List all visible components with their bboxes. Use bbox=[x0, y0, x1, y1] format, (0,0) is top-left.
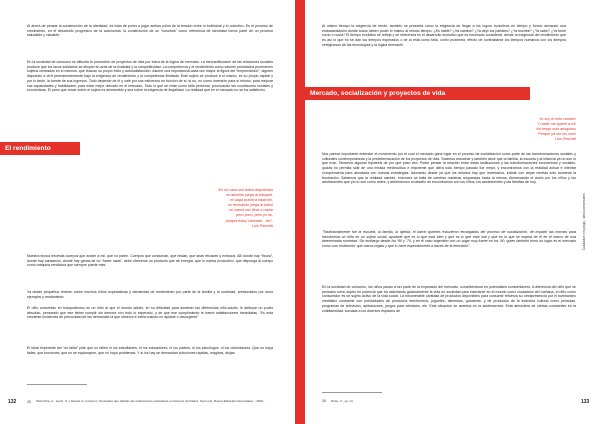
quote-line: Yo soy el niño cambio! bbox=[539, 117, 576, 121]
right-body-paragraph-2: “Tradicionalmente fue la escuela, la familia, la Iglesia, el barrio quienes estuvieron encargados del proceso de socialización, de impartir las normas para transformar un niño en un sujeto social, ayudarle qué es lo que está bien y qué es lo que está mal y qué es lo que se espera de él en el marco de una determinada sociedad. Sin embargo desde los ‘80 y ‘70, y en el caso argentino con un auge muy fuerte en los ‘90, quien también tomó un lugar es el mercado como una ‘institución’ que marca reglas y que lo hace especialmente a través de la televisión”. bbox=[322, 230, 576, 249]
left-intro-paragraph-1: Al ahora de pensar la construcción de la identidad, es trata de poner a jugar ambos polos de la tensión entre lo individual y lo colectivo. En el proceso de crecimiento, en el desarrollo progresivo de la autonomía, la construcción de un “nosotros” como referencia de identidad forma parte de un proceso saludable y valuable. bbox=[27, 24, 273, 38]
left-body-paragraph-2: Ya desde pequeños reciben sobre muchos niños expectativas y demandas de rendimiento por parte de la familia y la sociedad, presionados por otros ejemplos y rendimiento. bbox=[27, 290, 273, 299]
right-footnote: Duhu, V., op. cit. bbox=[331, 399, 354, 403]
quote-line: mi mamá nos lleva a nadar bbox=[228, 208, 273, 213]
right-page-number: 133 bbox=[581, 399, 590, 405]
spread-gutter bbox=[295, 0, 305, 424]
right-body-paragraph-3: En la sociedad de consumo, los niños pasan a ser parte de la expansión del mercado, convirtiéndose en potenciales consumidores. A diferencia del niño que se pensaba como sujeto en potencia que irá asimilando gradualmente la vida en sociedad para insertarse en el mundo como ciudadano del mañana, el niño como consumidor es un sujeto activo de la vida social. La innumerable cantidad de productos disponibles para consumir refuerza su omnipresencia por el bombardeo mediático constante con publicidades de productos electrónicos, juguetes, alimentos, golosinas, y de productos de la industria cultural como películas, programas de televisión, aplicaciones, juegos para celulares, etc. Esta situación se acentúa en la adolescencia. Esta atmósfera de ofertas constantes en la cotidianeidad, sumada a los diversos espacios de bbox=[322, 285, 576, 313]
quote-line: pero yono, pero yo no, bbox=[236, 213, 273, 218]
quote-line: Y nadie me quiere a mi! bbox=[537, 122, 576, 127]
side-running-title: Cuidados en juego, ideal personales bbox=[582, 193, 586, 250]
right-footnote-number: 26 bbox=[322, 399, 326, 403]
quote-line: mi hermanito juega al fútbol bbox=[227, 203, 273, 208]
quote-line: “En mi casa son todos deportistas bbox=[217, 188, 273, 192]
section-title-rendimiento: El rendimiento bbox=[0, 142, 80, 155]
quote-line: mi abuelito juega al básquet, bbox=[226, 193, 273, 198]
left-body-paragraph-1: Nuestra época necesita cuerpos que anden a mil, que no paren. Cuerpos que consuman, que rindan, que sean eficaces y exitosos. Allí donde hay “fisura”, donde hay cansancio, donde hay ganas de no “hacer nada”, debe ofrecerse un producto que dé energía, que lo vuelva productivo, que disponga al cuerpo como máquina rendidora que siempre puede más. bbox=[27, 254, 273, 268]
quote-author: Luis Pescetti bbox=[555, 137, 576, 142]
section-title-mercado: Mercado, socialización y proyectos de vida bbox=[305, 87, 530, 100]
left-quote bbox=[140, 188, 273, 229]
footnote-rule bbox=[322, 392, 382, 393]
quote-author: Luis Pescetti bbox=[252, 223, 273, 228]
quote-line: mi papá practica natación, bbox=[229, 198, 273, 203]
quote-line: No tengo más amiguitos bbox=[536, 127, 576, 132]
left-footnote-number: 25 bbox=[27, 400, 31, 404]
left-intro-paragraph-2: En la sociedad de consumo se dificulta la promoción de proyectos de vida por fuera de la lógica de mercado. La mercantilización de las relaciones sociales produce que los lazos solidarios se diluyan en aras de la rivalidad y la competitividad. La competencia y el rendimiento como valores priorizados promueven sujetos centrados en sí mismos, que buscan su propio éxito y autosatisfacción. Asume una importancia cada vez mayor la figura del “emprendedor”, alguien dispuesto a vivir permanentemente bajo la exigencia de rendimiento y la competencia ilimitada. Este sujeto se produce a sí mismo, es su propio capital y por lo tanto, la fuente de sus ingresos. Todo depende de él y vale por sus esfuerzos en función de sí; si no, no como inversión para sí mismo, para mejorar sus capacidades y habilidades, para estar mejor ubicado en el mercado. Todo lo que se mide como falla personal, provocando las condiciones sociales y económicas. El peso que recae sobre el sujeto es desmedido y sea sobre la exigencia de ilegalidad. La realidad que en el mercado no se ha satisfecho. bbox=[27, 60, 273, 93]
left-footnote: Tallocchia, A., Lenzi, S. y Duarte G. (comps.): Pensados que habitan las instituciones educativas en tiempos de fluidez, San Luis, Nueva Editorial Universitaria - UNSL. bbox=[36, 399, 265, 403]
right-quote bbox=[455, 117, 576, 142]
right-intro-paragraph: Al mismo tiempo la exigencia de rendir, también se presenta como la exigencia de llegar a los logros evolutivos en tiempo y forma: armando una estandarización donde todos deben poder lo mismo al mismo tiempo. ¿Es hablé? ¿Va camina? ¿Ya dejó los pañales? ¿Ya escribe? ¿Ya sabe? ¿Ya tiene novio o novia? El tiempo evolutivo se refleja y se referencia en el desarrollo evolutivo que es necesario considerar, desde la exigencia del rendimiento que es así lo que no se dan los tiempos esperados o se la está como falla, como problema, efecto de contrastarse los tiempos humanos con los tiempos vertiginosos de las tecnologías y la lógica mercantil. bbox=[322, 24, 566, 47]
left-page bbox=[0, 0, 295, 424]
quote-line: Porque ya me los com! bbox=[538, 132, 576, 137]
right-body-paragraph-1: Nos parece importante entender el movimiento por el cual el mercado gana lugar en el proceso de socialización como parte de las transformaciones sociales y culturales contemporáneas y la predeterminación de los proyectos de vida. Solemos escuchar y también decir que la familia, la escuela y la infancia ya no son lo que eran. Tenemos algunas hipótesis de por qué pasó eso. Poder pensar la relación entre estas instituciones y las transformaciones económicas y sociales, quizás no permita salir de una mirada melancólica e impotente que diera todo tiempo pasado fue mejor, y encontrarnos con la realidad actual e intentar comprenderla para abordarla con nuevas estrategias. Adorando desde ya que los mismos hay que inventarlos, insistir con viejas recetas sólo aumenta la frustración. Sabemos que la realidad cambió, entonces se trata de cambiar nuestras respuestas hacia la misma. Atravesando el duelo por los niños y los adolescentes que ya no son como antes, y abriéndonos al desafío de encontrarnos con los niños, los adolescentes y las familias de hoy. bbox=[322, 152, 576, 185]
footnote-rule bbox=[27, 384, 87, 385]
left-body-paragraph-3: El niño convertido en todopoderoso es un niño al que el mundo adulto, en su dificultad para sostener las diferencias niño-adulto, le atribuye un poder absoluto, pensando que ese deber cumplir sin demora con todo lo esperado, y de que ese cumplimiento le traerá satisfacciones inmediatas. “Es esta creciente incidencia de precocidad de las demandas la que observo e exilia cuando no aplaste o decurgente” bbox=[27, 306, 273, 320]
left-page-number: 132 bbox=[8, 399, 17, 405]
right-page bbox=[305, 0, 600, 424]
left-body-paragraph-4: El ideal imperante del “no fallar” pide que no fallen ni los estudiantes, ni los educadores, ni los padres, ni los psicólogos, ni los orientadores. Que no haya fallas, que funciones, que no se equivoquen, que no haya problemas. Y si los hay se demandan soluciones rápidas, mágicas, ahijas. bbox=[27, 346, 273, 355]
quote-line: porque estoy cansado... dic”. bbox=[225, 218, 273, 223]
